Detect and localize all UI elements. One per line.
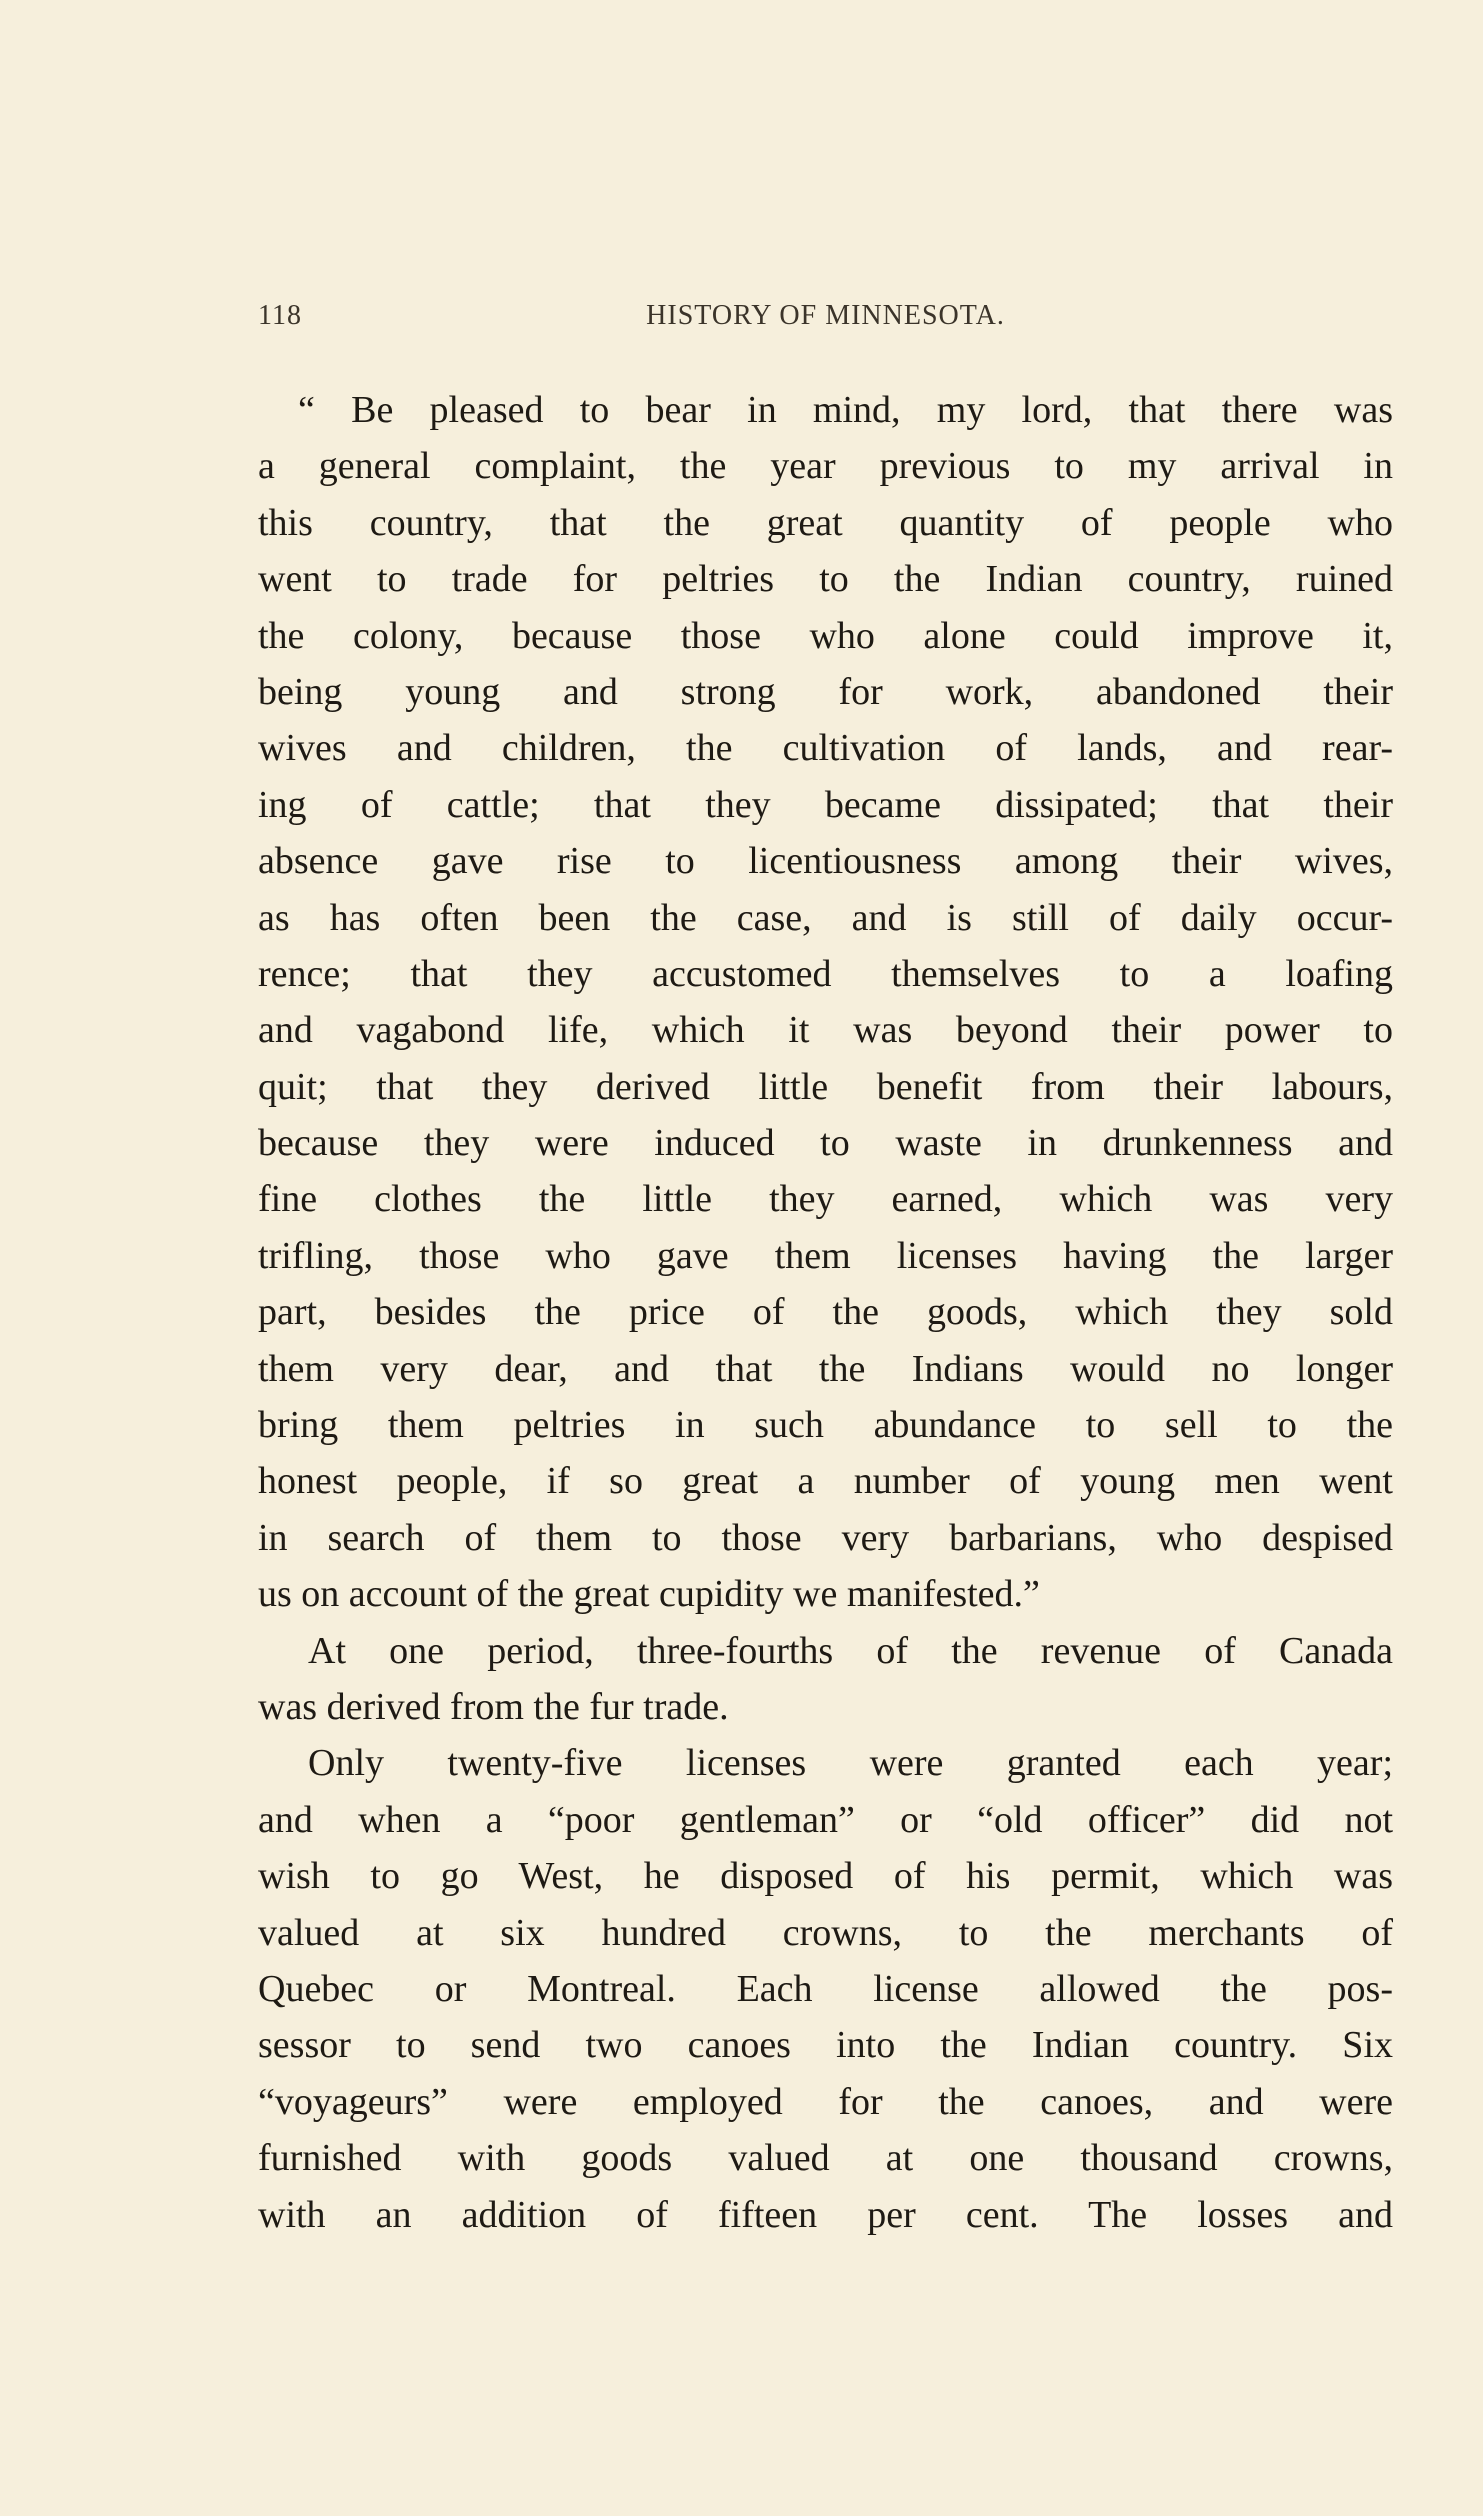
text-line: At one period, three-fourths of the revenue of Canada <box>308 1629 1393 1672</box>
running-title: HISTORY OF MINNESOTA. <box>646 300 1005 331</box>
text-line: a general complaint, the year previous to my arrival in <box>258 445 1393 488</box>
text-line: wives and children, the cultivation of lands, and rear- <box>258 727 1393 770</box>
text-line: with an addition of fifteen per cent. The losses and <box>258 2193 1393 2236</box>
text-line: bring them peltries in such abundance to sell to the <box>258 1404 1393 1447</box>
text-line: and vagabond life, which it was beyond their power to <box>258 1009 1393 1052</box>
text-line: part, besides the price of the goods, which they sold <box>258 1291 1393 1334</box>
text-line: the colony, because those who alone could improve it, <box>258 614 1393 657</box>
text-line: because they were induced to waste in drunkenness and <box>258 1122 1393 1165</box>
text-line: us on account of the great cupidity we manifested.” <box>258 1573 1040 1616</box>
text-line: absence gave rise to licentiousness among their wives, <box>258 840 1393 883</box>
text-line: furnished with goods valued at one thousand crowns, <box>258 2137 1393 2180</box>
text-line: “voyageurs” were employed for the canoes, and were <box>258 2080 1393 2123</box>
page-number: 118 <box>258 300 302 331</box>
text-line: honest people, if so great a number of young men went <box>258 1460 1393 1503</box>
text-line: Only twenty-five licenses were granted each year; <box>308 1742 1393 1785</box>
text-line: sessor to send two canoes into the Indian country. Six <box>258 2024 1393 2067</box>
text-line: Quebec or Montreal. Each license allowed the pos- <box>258 1967 1393 2010</box>
body-text <box>258 382 1393 2243</box>
text-line: as has often been the case, and is still of daily occur- <box>258 896 1393 939</box>
text-line: and when a “poor gentleman” or “old officer” did not <box>258 1798 1393 1841</box>
text-line: “ Be pleased to bear in mind, my lord, that there was <box>298 389 1393 431</box>
text-line: valued at six hundred crowns, to the merchants of <box>258 1911 1393 1954</box>
text-line: being young and strong for work, abandoned their <box>258 670 1393 713</box>
text-line: in search of them to those very barbarians, who despised <box>258 1516 1393 1559</box>
text-line: quit; that they derived little benefit from their labours, <box>258 1065 1393 1108</box>
text-line: trifling, those who gave them licenses having the larger <box>258 1234 1393 1277</box>
text-line: went to trade for peltries to the Indian country, ruined <box>258 558 1393 601</box>
text-line: fine clothes the little they earned, which was very <box>258 1178 1393 1221</box>
text-line: was derived from the fur trade. <box>258 1685 729 1728</box>
text-line: wish to go West, he disposed of his permit, which was <box>258 1855 1393 1898</box>
text-line: this country, that the great quantity of people who <box>258 501 1393 544</box>
text-line: rence; that they accustomed themselves to a loafing <box>258 952 1393 995</box>
text-line: ing of cattle; that they became dissipated; that their <box>258 783 1393 826</box>
text-line: them very dear, and that the Indians would no longer <box>258 1347 1393 1390</box>
page-header <box>258 300 1393 340</box>
